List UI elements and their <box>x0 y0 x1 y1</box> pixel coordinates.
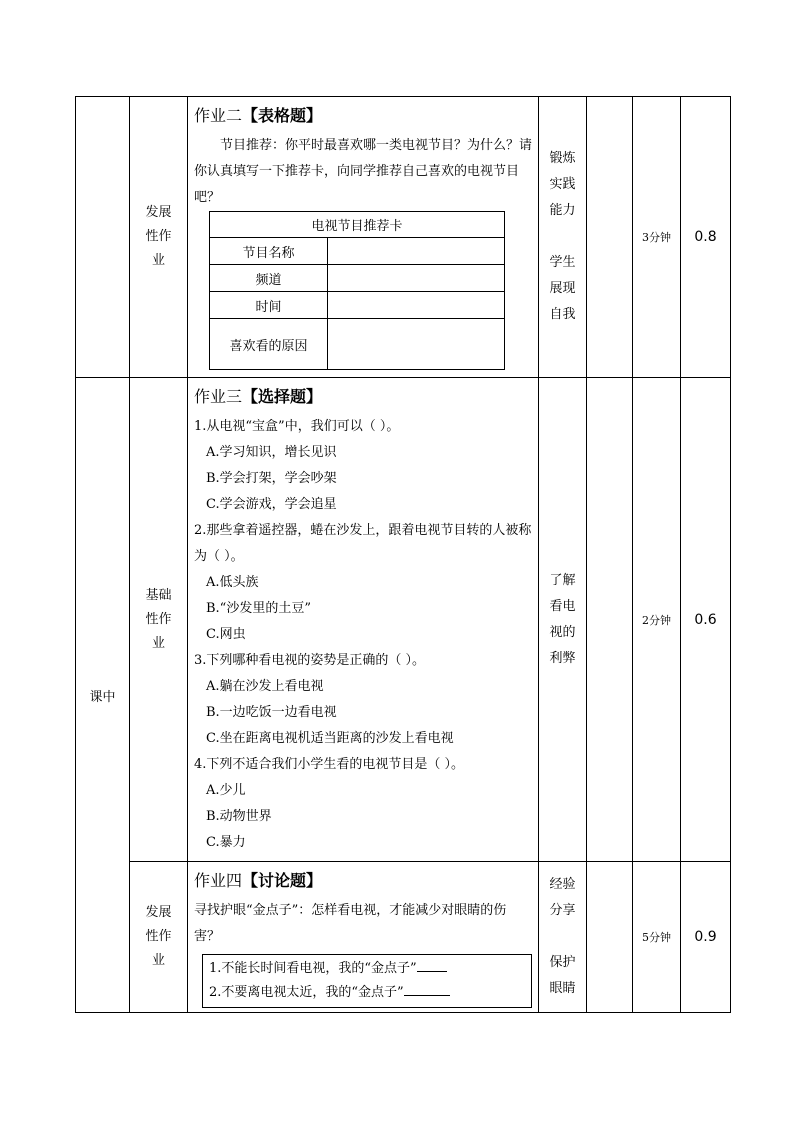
type-cell <box>130 862 188 1013</box>
time-cell: 2分钟 <box>633 378 681 862</box>
option[interactable]: A.少儿 <box>206 783 246 798</box>
question: 1.从电视“宝盒”中，我们可以（ ）。 <box>194 419 400 434</box>
idea-line <box>209 981 525 1005</box>
goal-line: 保护 <box>549 955 576 970</box>
card-field[interactable] <box>328 292 505 319</box>
homework-title-prefix: 作业四 <box>194 871 243 890</box>
type-line: 业 <box>151 953 165 968</box>
empty-cell <box>587 862 633 1013</box>
card-label: 时间 <box>210 292 328 319</box>
empty-cell <box>587 378 633 862</box>
time-cell: 5分钟 <box>633 862 681 1013</box>
option[interactable]: C.坐在距离电视机适当距离的沙发上看电视 <box>206 731 454 746</box>
content-cell <box>188 862 539 1013</box>
type-line: 性作 <box>145 229 172 244</box>
type-cell <box>130 97 188 378</box>
goal-line: 经验 <box>549 877 576 892</box>
time-cell: 3分钟 <box>633 97 681 378</box>
option[interactable]: B.一边吃饭一边看电视 <box>206 705 337 720</box>
homework-title-type: 【选择题】 <box>242 387 323 406</box>
empty-cell <box>587 97 633 378</box>
answer-blank[interactable] <box>417 957 447 972</box>
idea-prompt: 2.不要离电视太近，我的“金点子” <box>209 985 404 1000</box>
goal-cell <box>539 378 587 862</box>
goal-line: 展现 <box>549 281 576 296</box>
type-line: 基础 <box>145 587 172 603</box>
homework-title <box>194 386 532 408</box>
goal-line: 实践 <box>549 177 576 192</box>
row-homework-2 <box>76 97 731 378</box>
coefficient-cell: 0.8 <box>681 97 731 378</box>
type-cell <box>130 378 188 862</box>
stage-cell: 课中 <box>76 378 130 1013</box>
idea-line <box>209 957 525 981</box>
goal-line: 利弊 <box>549 650 576 666</box>
homework-title-type: 【讨论题】 <box>242 871 323 890</box>
option[interactable]: A.学习知识，增长见识 <box>206 445 337 460</box>
goal-cell <box>539 862 587 1013</box>
goal-line: 了解 <box>549 572 576 588</box>
homework-title <box>194 870 532 892</box>
type-line: 性作 <box>145 929 172 944</box>
goal-line: 学生 <box>549 255 576 270</box>
recommend-card <box>209 211 505 370</box>
homework-title-prefix: 作业二 <box>194 106 243 125</box>
card-header: 电视节目推荐卡 <box>210 212 505 238</box>
row-homework-4 <box>76 862 731 1013</box>
goal-line: 能力 <box>549 203 576 218</box>
stage-cell-empty <box>76 97 130 378</box>
row-homework-3 <box>76 378 731 862</box>
homework-intro: 寻找护眼“金点子”：怎样看电视，才能减少对眼睛的伤害？ <box>194 903 507 944</box>
question: 3.下列哪种看电视的姿势是正确的（ ）。 <box>194 653 426 668</box>
goal-line: 锻炼 <box>549 151 576 166</box>
coefficient-cell: 0.6 <box>681 378 731 862</box>
content-cell <box>188 378 539 862</box>
question: 2.那些拿着遥控器，蜷在沙发上，跟着电视节目转的人被称为（ ）。 <box>194 523 532 564</box>
idea-prompt: 1.不能长时间看电视，我的“金点子” <box>209 961 417 976</box>
goal-line: 眼睛 <box>549 981 576 996</box>
card-field[interactable] <box>328 319 505 370</box>
goal-line: 分享 <box>549 903 576 918</box>
card-field[interactable] <box>328 265 505 292</box>
card-field[interactable] <box>328 238 505 265</box>
option[interactable]: C.暴力 <box>206 835 246 850</box>
goal-line: 视的 <box>549 624 576 640</box>
content-cell <box>188 97 539 378</box>
type-line: 性作 <box>145 611 172 627</box>
option[interactable]: B.动物世界 <box>206 809 272 824</box>
option[interactable]: B.学会打架，学会吵架 <box>206 471 337 486</box>
card-label: 频道 <box>210 265 328 292</box>
type-line: 业 <box>151 253 165 268</box>
homework-table <box>75 96 731 1013</box>
card-label: 喜欢看的原因 <box>210 319 328 370</box>
answer-blank[interactable] <box>404 981 450 996</box>
goal-line: 自我 <box>549 307 576 322</box>
homework-title <box>194 105 532 127</box>
golden-idea-box <box>202 954 532 1008</box>
card-label: 节目名称 <box>210 238 328 265</box>
coefficient-cell: 0.9 <box>681 862 731 1013</box>
option[interactable]: C.学会游戏，学会追星 <box>206 497 337 512</box>
type-line: 业 <box>151 635 165 651</box>
option[interactable]: C.网虫 <box>206 627 246 642</box>
goal-cell <box>539 97 587 378</box>
option[interactable]: A.低头族 <box>206 575 259 590</box>
homework-title-prefix: 作业三 <box>194 387 243 406</box>
type-line: 发展 <box>145 205 172 220</box>
homework-intro: 节目推荐：你平时最喜欢哪一类电视节目？为什么？请你认真填写一下推荐卡，向同学推荐自己喜欢的电视节目吧？ <box>194 138 533 205</box>
goal-line: 看电 <box>549 598 576 614</box>
option[interactable]: B.“沙发里的土豆” <box>206 601 311 616</box>
question: 4.下列不适合我们小学生看的电视节目是（ ）。 <box>194 757 465 772</box>
type-line: 发展 <box>145 905 172 920</box>
option[interactable]: A.躺在沙发上看电视 <box>206 679 324 694</box>
homework-title-type: 【表格题】 <box>242 106 323 125</box>
